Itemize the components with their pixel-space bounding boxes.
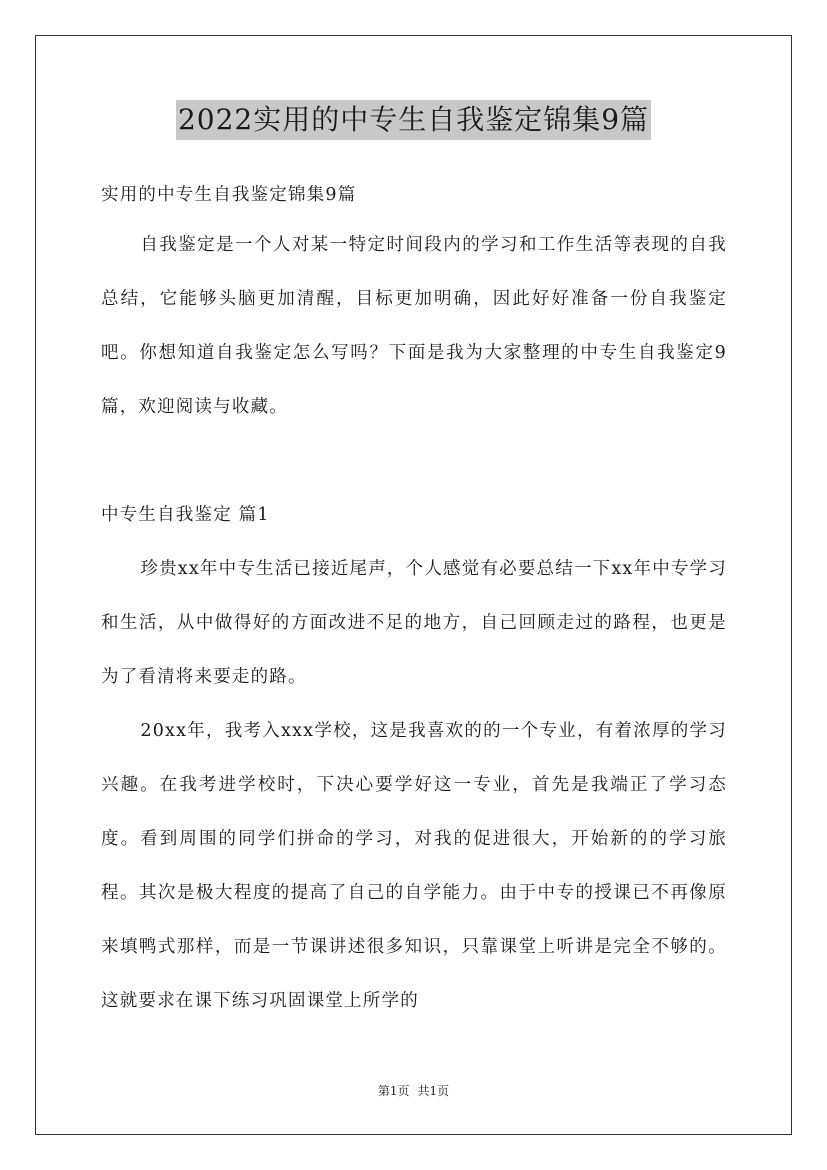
document-subtitle: 实用的中专生自我鉴定锦集9篇 — [101, 185, 357, 205]
document-title: 2022实用的中专生自我鉴定锦集9篇 — [176, 100, 651, 140]
section-paragraph: 珍贵xx年中专生活已接近尾声，个人感觉有必要总结一下xx年中专学习和生活，从中做得好的方面改进不足的地方，自己回顾走过的路程，也更是为了看清将来要走的路。 — [101, 559, 727, 687]
page-number: 第1页 — [377, 1084, 410, 1098]
intro-paragraph: 自我鉴定是一个人对某一特定时间段内的学习和工作生活等表现的自我总结，它能够头脑更加清醒，目标更加明确，因此好好准备一份自我鉴定吧。你想知道自我鉴定怎么写吗？下面是我为大家整理的中专生自我鉴定9篇，欢迎阅读与收藏。 — [101, 235, 727, 417]
page-total: 共1页 — [417, 1084, 450, 1098]
document-body — [101, 172, 727, 1028]
paragraph-spacer — [101, 434, 727, 488]
title-container — [0, 100, 827, 140]
page-footer — [0, 1082, 827, 1099]
section-heading: 中专生自我鉴定 篇1 — [101, 505, 270, 525]
section-paragraph: 20xx年，我考入xxx学校，这是我喜欢的的一个专业，有着浓厚的学习兴趣。在我考进学校时，下决心要学好这一专业，首先是我端正了学习态度。看到周围的同学们拼命的学习，对我的促进很大，开始新的的学习旅程。其次是极大程度的提高了自己的自学能力。由于中专的授课已不再像原来填鸭式那样，而是一节课讲述很多知识，只靠课堂上听讲是完全不够的。这就要求在课下练习巩固课堂上所学的 — [101, 721, 727, 1011]
